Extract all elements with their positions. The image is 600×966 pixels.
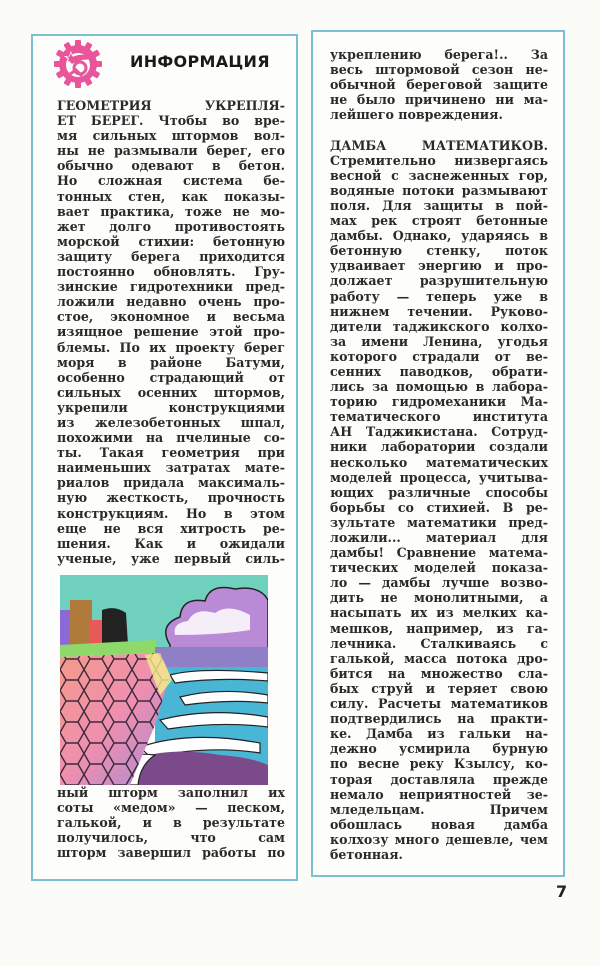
text-line: сенних паводков, обрати- xyxy=(330,363,548,379)
text-line: насыпать их из мелких ка- xyxy=(330,605,548,621)
text-line: колхозу много дешевле, чем xyxy=(330,831,548,847)
text-line: тематического института xyxy=(330,409,548,425)
text-line: постоянно обновлять. Гру- xyxy=(57,264,285,280)
text-line: бых струй и теряет свою xyxy=(330,680,548,696)
text-line: несколько математических xyxy=(330,454,548,470)
text-line: ный шторм заполнил их xyxy=(57,785,285,800)
text-line: шторм завершил работы по xyxy=(57,845,285,861)
text-line: соты «медом» — песком, xyxy=(57,800,285,816)
text-line: которого страдали от ве- xyxy=(330,348,548,364)
text-line: бетонную стенку, поток xyxy=(330,243,548,259)
article-geometry-continued-text xyxy=(57,785,285,860)
text-line: борьбы со стихией. В ре- xyxy=(330,499,548,515)
text-line: жет долго противостоять xyxy=(57,218,285,234)
text-line: за имени Ленина, угодья xyxy=(330,333,548,349)
text-line: дамбы! Сравнение матема- xyxy=(330,545,548,561)
text-line: немало неприятностей зе- xyxy=(330,786,548,802)
text-line: торию гидромеханики Ма- xyxy=(330,394,548,410)
text-line: обошлась новая дамба xyxy=(330,816,548,832)
text-line: ЕТ БЕРЕГ. Чтобы во вре- xyxy=(57,113,285,129)
text-line: похожими на пчелиные со- xyxy=(57,430,285,446)
text-line: Но сложная система бе- xyxy=(57,173,285,189)
text-line: морской стихии: бетонную xyxy=(57,233,285,249)
section-title: ИНФОРМАЦИЯ xyxy=(130,52,270,71)
article-geometry-text xyxy=(57,98,285,566)
text-line: бится на множество сла- xyxy=(330,665,548,681)
text-line: ло — дамбы лучше возво- xyxy=(330,575,548,591)
text-line: шения. Как и ожидали xyxy=(57,535,285,551)
text-line: ную жесткость, прочность xyxy=(57,490,285,506)
text-line: дамбы. Однако, ударяясь в xyxy=(330,228,548,244)
text-line: ники лаборатории создали xyxy=(330,439,548,455)
text-line: весной с заснеженных гор, xyxy=(330,167,548,183)
text-line: поля. Для защиты в пой- xyxy=(330,197,548,213)
text-line: ложили... материал для xyxy=(330,530,548,545)
text-line: весь штормовой сезон не- xyxy=(330,62,548,78)
text-line: зультате математики пред- xyxy=(330,514,548,530)
gear-star-emblem-icon xyxy=(52,38,104,90)
text-line: конструкциям. Но в этом xyxy=(57,505,285,521)
text-line: вает практика, тоже не мо- xyxy=(57,203,285,219)
text-line: мах рек строят бетонные xyxy=(330,213,548,229)
text-line: лись за помощью в лабора- xyxy=(330,379,548,395)
text-line: не было причинено ни ма- xyxy=(330,92,548,108)
page-number: 7 xyxy=(556,882,568,901)
text-line: должает разрушительную xyxy=(330,273,548,289)
text-line: подтвердились на практи- xyxy=(330,711,548,727)
text-line: АН Таджикистана. Сотруд- xyxy=(330,424,548,440)
text-line: тических моделей показа- xyxy=(330,560,548,576)
text-line: ученые, уже первый силь- xyxy=(57,550,285,566)
text-line: блемы. По их проекту берег xyxy=(57,339,285,355)
text-line: водяные потоки размывают xyxy=(330,182,548,198)
text-line: Стремительно низвергаясь xyxy=(330,152,548,168)
text-line: дители таджикского колхо- xyxy=(330,318,548,334)
text-line: защиту берега приходится xyxy=(57,248,285,264)
text-line: получилось, что сам xyxy=(57,830,285,846)
article-geometry-ending-text xyxy=(330,47,548,122)
text-line: нижнем течении. Руково- xyxy=(330,303,548,319)
text-line: мледельцам. Причем xyxy=(330,801,548,817)
text-line: сильных осенних штормов, xyxy=(57,384,285,400)
text-line: тонных стен, как показы- xyxy=(57,188,285,204)
text-line: особенно страдающий от xyxy=(57,369,285,385)
text-line: лечника. Сталкиваясь с xyxy=(330,635,548,651)
article-dam-text xyxy=(330,138,548,863)
text-line: из железобетонных шпал, xyxy=(57,414,285,430)
text-line: зинские гидротехники пред- xyxy=(57,279,285,295)
text-line: моделей процесса, учитыва- xyxy=(330,469,548,485)
text-line: обычной береговой защите xyxy=(330,77,548,93)
text-line: укрепили конструкциями xyxy=(57,399,285,415)
text-line: наименьших затратах мате- xyxy=(57,460,285,476)
text-line: ГЕОМЕТРИЯ УКРЕПЛЯ- xyxy=(57,98,285,113)
text-line: ющих различные способы xyxy=(330,484,548,500)
text-line: ке. Дамба из гальки на- xyxy=(330,726,548,742)
text-line: торая доставляла прежде xyxy=(330,771,548,787)
text-line: укреплению берега!.. За xyxy=(330,47,548,62)
text-line: обычно одевают в бетон. xyxy=(57,158,285,174)
text-line: бетонная. xyxy=(330,846,403,862)
text-line: лейшего повреждения. xyxy=(330,107,503,123)
text-line: стое, экономное и весьма xyxy=(57,309,285,325)
text-line: галькой, масса потока дро- xyxy=(330,650,548,666)
text-line: ДАМБА МАТЕМАТИКОВ. xyxy=(330,137,548,153)
text-line: силу. Расчеты математиков xyxy=(330,696,548,712)
text-line: по весне реку Кзылсу, ко- xyxy=(330,756,548,772)
text-line: работу — теперь уже в xyxy=(330,288,548,304)
text-line: изящное решение этой про- xyxy=(57,324,285,340)
text-line: ты. Такая геометрия при xyxy=(57,445,285,461)
text-line: еще не вся хитрость ре- xyxy=(57,520,285,536)
text-line: галькой, и в результате xyxy=(57,815,285,831)
text-line: ны не размывали берег, его xyxy=(57,143,285,159)
text-line: дить не монолитными, а xyxy=(330,590,548,606)
text-line: дежно усмирила бурную xyxy=(330,741,548,757)
text-line: риалов придала максималь- xyxy=(57,475,285,491)
text-line: моря в районе Батуми, xyxy=(57,354,285,370)
seawall-illustration xyxy=(60,575,268,785)
text-line: ложили недавно очень про- xyxy=(57,294,285,310)
text-line: мя сильных штормов вол- xyxy=(57,128,285,144)
text-line: мешков, например, из га- xyxy=(330,620,548,636)
text-line: удваивает энергию и про- xyxy=(330,258,548,274)
right-column-text xyxy=(330,47,548,862)
